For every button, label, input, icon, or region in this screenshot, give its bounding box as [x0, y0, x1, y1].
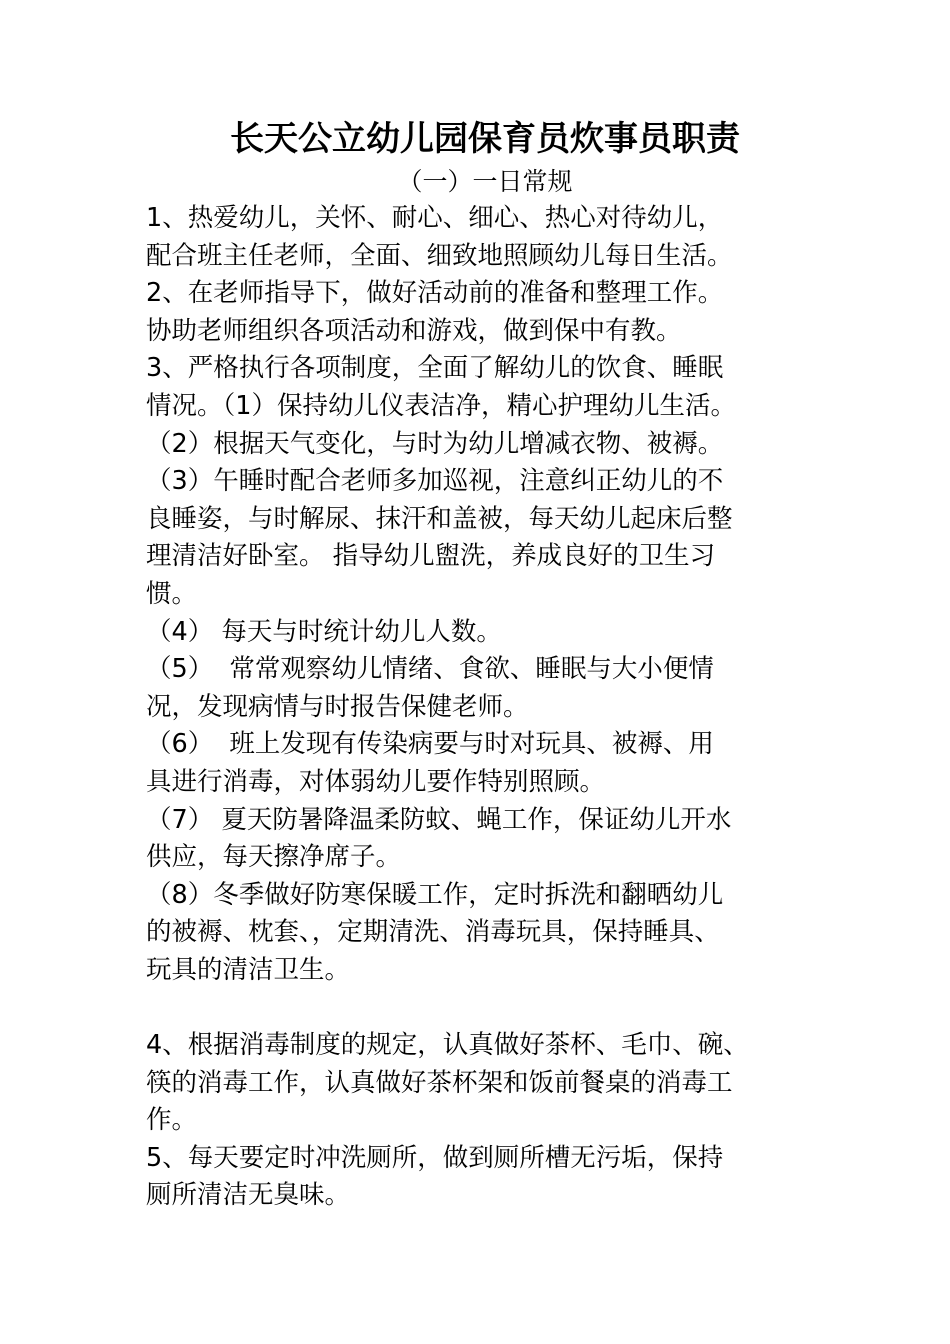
body-line: 5、每天要定时冲洗厕所，做到厕所槽无污垢，保持 [146, 1142, 724, 1173]
body-line: 良睡姿，与时解尿、抹汗和盖被，每天幼儿起床后整 [146, 503, 733, 534]
body-line: 1、热爱幼儿，关怀、耐心、细心、热心对待幼儿， [146, 203, 724, 233]
body-line: 理清洁好卧室。 指导幼儿盥洗，养成良好的卫生习 [146, 541, 716, 572]
body-line: 的被褥、枕套、，定期清洗、消毒玩具，保持睡具、 [146, 917, 720, 948]
body-line: （5） 常常观察幼儿情绪、食欲、睡眠与大小便情 [146, 654, 714, 685]
body-line: 4、根据消毒制度的规定，认真做好茶杯、毛巾、碗、 [146, 1030, 749, 1061]
body-line: （4） 每天与时统计幼儿人数。 [146, 616, 502, 647]
body-line: 供应，每天擦净席子。 [146, 842, 402, 873]
body-line: 厕所清洁无臭味。 [146, 1180, 351, 1211]
body-line: 况，发现病情与时报告保健老师。 [146, 691, 529, 722]
body-line: 作。 [146, 1105, 198, 1136]
blank-line [146, 989, 826, 1027]
body-line: （6） 班上发现有传染病要与时对玩具、被褥、用 [146, 729, 714, 760]
body-line: 配合班主任老师，全面、细致地照顾幼儿每日生活。 [146, 240, 733, 271]
body-line: 玩具的清洁卫生。 [146, 954, 351, 985]
body-line: 筷的消毒工作，认真做好茶杯架和饭前餐桌的消毒工 [146, 1067, 733, 1098]
document-body [146, 200, 826, 1215]
body-line: 情况。（1）保持幼儿仪表洁净，精心护理幼儿生活。 [146, 390, 736, 421]
body-line: 协助老师组织各项活动和游戏，做到保中有教。 [146, 315, 682, 346]
body-line: 惯。 [146, 578, 198, 609]
document-title: 长天公立幼儿园保育员炊事员职责 [230, 119, 740, 159]
body-line: 2、在老师指导下，做好活动前的准备和整理工作。 [146, 278, 724, 309]
body-line: 3、严格执行各项制度，全面了解幼儿的饮食、睡眠 [146, 353, 724, 384]
body-line: （3）午睡时配合老师多加巡视，注意纠正幼儿的不 [146, 466, 724, 497]
body-line: （7） 夏天防暑降温柔防蚊、蝇工作，保证幼儿开水 [146, 804, 732, 835]
body-line: （2）根据天气变化，与时为幼儿增减衣物、被褥。 [146, 428, 724, 459]
section-heading: （一）一日常规 [397, 167, 573, 196]
body-line: 具进行消毒，对体弱幼儿要作特别照顾。 [146, 766, 606, 797]
body-line: （8）冬季做好防寒保暖工作，定时拆洗和翻晒幼儿 [146, 879, 724, 910]
